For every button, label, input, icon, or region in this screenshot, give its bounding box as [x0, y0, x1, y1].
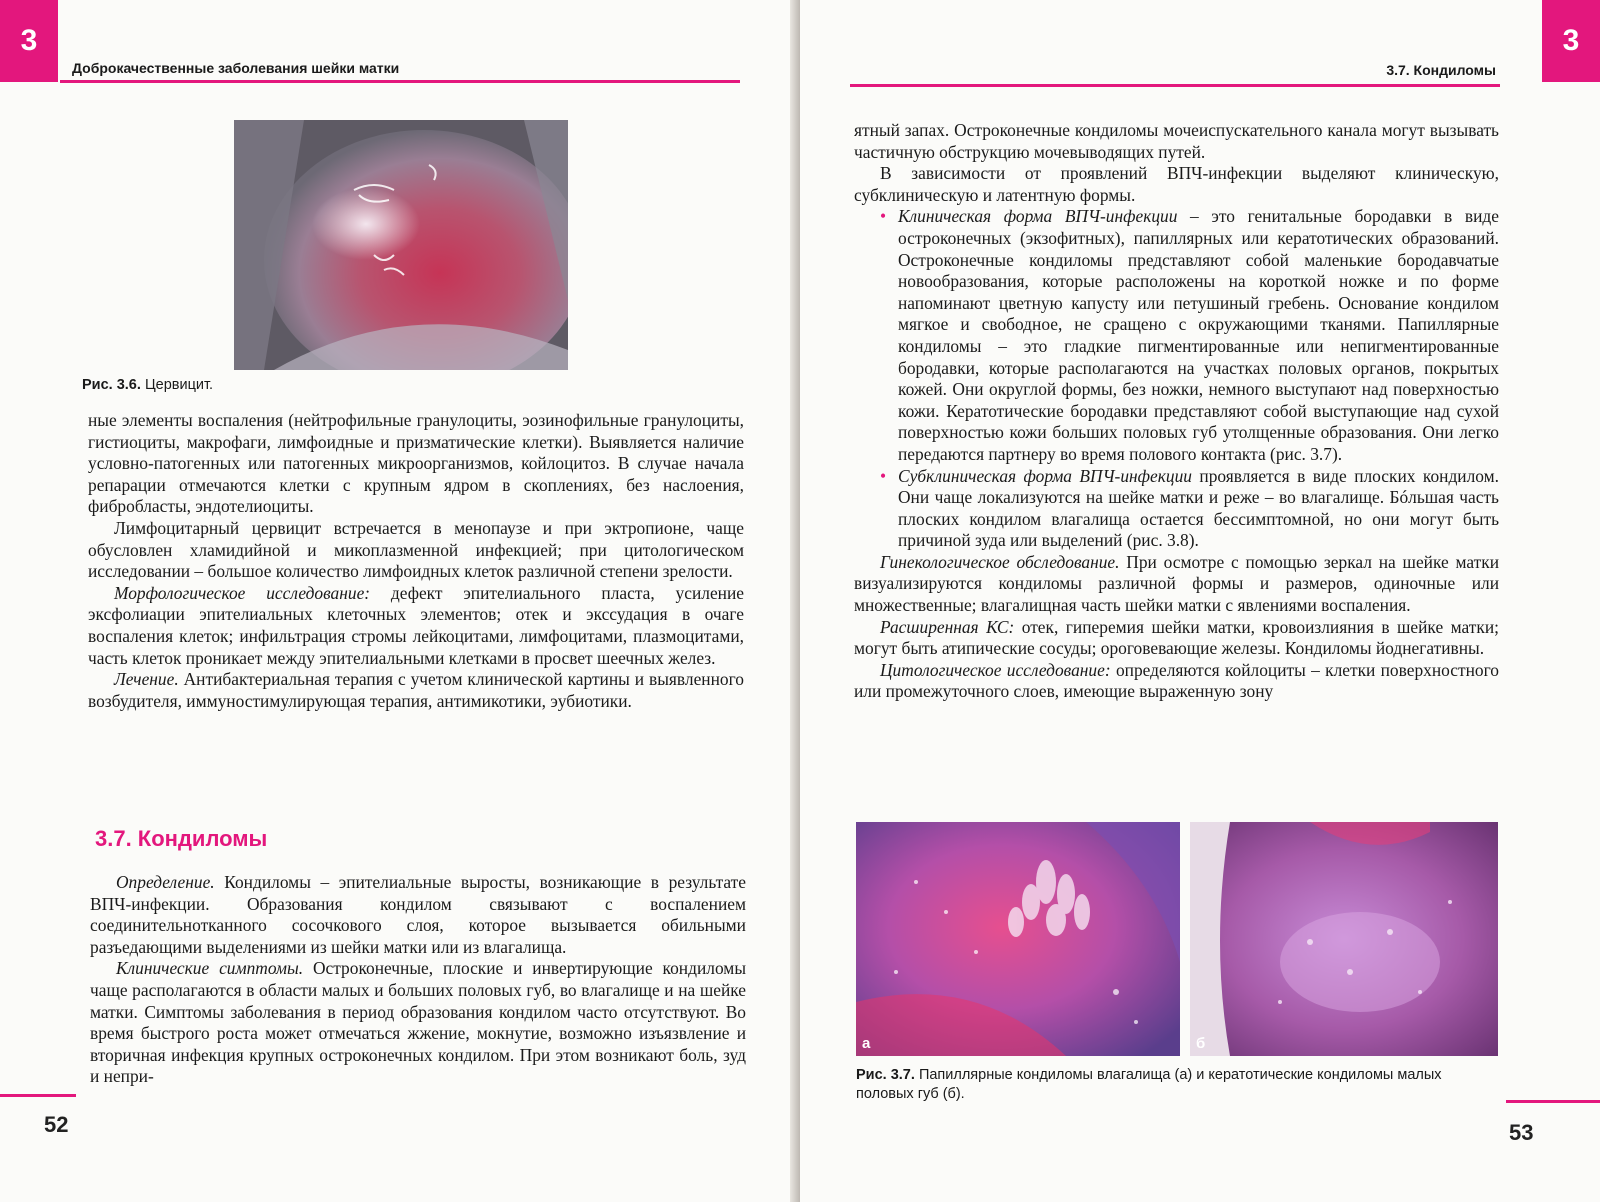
running-head: 3.7. Кондиломы	[1386, 62, 1496, 78]
bullet-text: проявляется в виде плоских кондилом. Они чаще локализуются на шейке матки и реже – во влагалище. Бóльшая часть плоских кондилом влагалища остается бессимптомной, но они могут быть причиной зуда или выделений (рис. 3.8).	[898, 465, 1500, 551]
lead-text: Гинекологическое обследование.	[880, 551, 1120, 572]
header-rule	[60, 80, 740, 83]
lead-text: Субклиническая форма ВПЧ-инфекции	[898, 465, 1192, 486]
panel-label-b: б	[1196, 1035, 1206, 1052]
bullet-text: – это генитальные бородавки в виде остроконечных (экзофитных), папиллярных или кератотических образований. Остроконечные кондиломы представляют собой маленькие бородавчатые новообразования, которые расположены на короткой ножке и по форме напоминают цветную капусту или петушиный гребень. Основание кондилом мягкое и свободное, не сращено с окружающими тканями. Папиллярные кондиломы – это гладкие пигментированные или непигментированные бородавки, которые располагаются на участках половых органов, покрытых кожей. Они округлой формы, без ножки, немного выступают над поверхностью кожи. Кератотические бородавки представляют собой выступающие над сухой поверхностью кожи больших половых губ утолщенные образования. Они легко передаются партнеру во время полового контакта (рис. 3.7).	[898, 206, 1499, 464]
paragraph-definition	[90, 872, 746, 958]
lead-text: Лечение.	[114, 669, 179, 690]
figure-caption-text: Цервицит.	[144, 377, 214, 393]
footer-rule	[1506, 1100, 1600, 1103]
figure-caption-3-7	[856, 1066, 1500, 1104]
chapter-tab: 3	[0, 0, 58, 82]
figure-label: Рис. 3.7.	[856, 1067, 915, 1083]
right-page	[800, 0, 1600, 1202]
condyloma-photo-b	[1190, 822, 1498, 1056]
page-number: 52	[44, 1112, 69, 1137]
paragraph-text: Остроконечные, плоские и инвертирующие кондиломы чаще располагаются в области малых и больших половых губ, во влагалище и на шейке матки. Симптомы заболевания в период образования кондилом часто отсутствуют. Во время быстрого роста может отмечаться жжение, мокнутие, возможно изъязвление и вторичная инфекция крупных остроконечных кондилом. При этом возникают боль, зуд и непри-	[90, 958, 746, 1087]
lead-text: Расширенная КС:	[880, 616, 1015, 637]
paragraph: ятный запах. Остроконечные кондиломы мочеиспускательного канала могут вызывать частичную обструкцию мочевыводящих путей.	[854, 120, 1499, 162]
lead-text: Клиническая форма ВПЧ-инфекции	[898, 206, 1178, 227]
left-body-text	[88, 410, 744, 712]
colposcopy-photo	[234, 120, 568, 370]
paragraph-text: дефект эпителиального пласта, усиление эксфолиации эпителиальных клеточных элементов; отек и экссудация в очаге воспаления клеток; инфильтрация стромы лейкоцитами, лимфоцитами, плазмоцитами, часть клеток проникает между эпителиальными клетками в просвет шеечных желез.	[88, 582, 744, 668]
bullet-item	[854, 466, 1499, 552]
figure-caption-3-6	[82, 376, 213, 395]
paragraph-text: Антибактериальная терапия с учетом клинической картины и выявленного возбудителя, иммуностимулирующая терапия, антимикотики, эубиотики.	[88, 669, 744, 711]
paragraph-gyn	[854, 552, 1499, 617]
paragraph-treatment	[88, 669, 744, 712]
header-rule	[850, 84, 1500, 87]
page-number: 53	[1509, 1120, 1534, 1145]
bullet-list	[854, 206, 1499, 552]
bullet-marker: •	[880, 206, 887, 227]
paragraph: В зависимости от проявлений ВПЧ-инфекции выделяют клиническую, субклиническую и латентную формы.	[854, 163, 1499, 205]
paragraph: ные элементы воспаления (нейтрофильные гранулоциты, эозинофильные гранулоциты, гистиоциты, макрофаги, лимфоидные и призматические клетки). Выявляется наличие условно-патогенных или патогенных микроорганизмов, койлоцитоз. В случае начала репарации отмечаются клетки с крупным ядром в скоплениях, без наслоения, фибробласты, эндотелиоциты.	[88, 410, 744, 517]
paragraph: Лимфоцитарный цервицит встречается в менопаузе и при эктропионе, чаще обусловлен хламидийной и микоплазменной инфекцией; при цитологическом исследовании – большое количество лимфоидных клеток различной степени зрелости.	[88, 517, 744, 582]
right-body-text	[854, 120, 1499, 703]
lead-text: Морфологическое исследование:	[114, 582, 371, 603]
running-head: Доброкачественные заболевания шейки матки	[72, 60, 400, 76]
figure-caption-text: Папиллярные кондиломы влагалища (а) и кератотические кондиломы малых половых губ (б).	[856, 1067, 1442, 1102]
condyloma-photo-a	[856, 822, 1180, 1056]
paragraph-text: При осмотре с помощью зеркал на шейке матки визуализируются кондиломы различной формы и размеров, одиночные или множественные; влагалищная часть шейки матки с явлениями воспаления.	[854, 551, 1499, 616]
paragraph-morphology	[88, 583, 744, 669]
paragraph-text: определяются койлоциты – клетки поверхностного или промежуточного слоев, имеющие выраженную зону	[854, 659, 1500, 702]
paragraph-cyto	[854, 660, 1499, 703]
left-body-text-2	[90, 872, 746, 1088]
lead-text: Клинические симптомы.	[116, 958, 304, 979]
footer-rule	[0, 1094, 76, 1097]
paragraph-text: отек, гиперемия шейки матки, кровоизлияния в шейке матки; могут быть атипические сосуды; ороговевающие железы. Кондиломы йоднегативны.	[854, 616, 1499, 659]
paragraph-text: Кондиломы – эпителиальные выросты, возникающие в результате ВПЧ-инфекции. Образования кондилом связывают с воспалением соединительнотканного сосочкового слоя, которое вызывается обильными разъедающими выделениями из шейки матки или из влагалища.	[90, 872, 746, 957]
lead-text: Определение.	[116, 872, 215, 892]
figure-label: Рис. 3.6.	[82, 377, 141, 393]
section-title: 3.7. Кондиломы	[95, 826, 268, 851]
paragraph-ext	[854, 617, 1499, 660]
chapter-tab: 3	[1542, 0, 1600, 82]
bullet-item	[854, 206, 1499, 465]
bullet-marker: •	[880, 465, 887, 486]
panel-label-a: а	[862, 1035, 871, 1052]
paragraph-symptoms	[90, 958, 746, 1088]
lead-text: Цитологическое исследование:	[880, 659, 1111, 680]
